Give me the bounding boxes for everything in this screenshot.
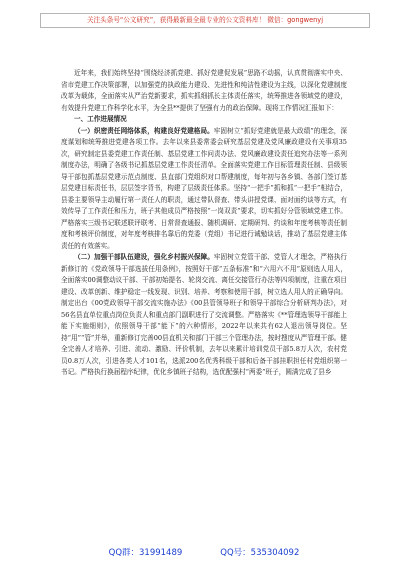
qq-group-text: QQ群：31991489 <box>108 548 183 558</box>
subsection-paragraph-1 <box>61 126 347 253</box>
subsection-body-1: 牢固树立“抓好党建就是最大政绩”的理念，深度谋划和统筹推进党建各项工作。去年以来县委常委会研究基层党建及党风廉政建设有关事项35次，研究制定县委党建工作责任制、基层党建工作问责办法、党风廉政建设责任追究办法等一系列制度办法，明确了各级书记抓基层党建工作责任清单。全面落实党建工作目标管理责任制、县级领导干部包抓基层党建示范点制度、县直部门党组织对口帮建制度，每年初与各乡镇、各部门签订基层党建目标责任书，层层签字背书，构建了层级责任体系。坚持“一把手”抓和抓“一把手”相结合，县委主要领导主动履行第一责任人的职责，通过带队督查、带头讲授党课、面对面约谈等方式，有效传导了工作责任和压力，班子其他成员严格按照“一岗双责”要求，切实抓好分管领域党建工作。严格落实三级书记联述联评联考、日常督查通报、随机调研、定期研判、约谈和年度考核等责任制度和考核评价制度，对年度考核排名靠后的党委（党组）书记进行诫勉谈话，推动了基层党建主体责任的有效落实。 <box>61 126 347 250</box>
subsection-title-2: （二）加强干部队伍建设，强化乡村振兴保障。 <box>74 253 214 261</box>
qq-number-text: QQ号：535304092 <box>220 548 300 558</box>
section-heading: 一、工作进展情况 <box>74 115 127 123</box>
subsection-body-2: 牢固树立党管干部、党管人才理念，严格执行新修订的《党政领导干部选拔任用条例》，按照好干部“五条标准”和“六用六不用”原则选人用人，全面落实00调整动议干部、干部初始提名、轮岗交流、离任交接管行办法等四项制度，注重在项目建设、改革创新、维护稳定一线发现、识别、培养、考察和使用干部，树立选人用人的正确导向。制定出台《00党政领导干部交流实施办法》《00县管领导班子和领导干部综合分析研判办法》，对56名县直单位重点岗位负责人和重点部门副职进行了交流调整。严格落实《**管理选领导干部能上能下实施细则》，依照领导干部“能下”的六种情形，2022年以来共有62人退出领导岗位。坚持“用”“管”并举，重新修订完善00县直机关和部门干部三个管理办法，按时搜度从严管理干部。健全完善人才培养、引进、流动、激励、评价机制，去年以来累计培训党员干部5.8万人次，农村党员0.8万人次，引进各类人才101名，选派200名优秀科级干部和后备干部挂职担任村党组织第一书记。严格执行换届程序纪律，优化乡镇班子结构，选优配强村“两委”班子，圆满完成了县乡 <box>61 253 348 376</box>
document-body <box>61 68 347 379</box>
promo-banner-text: 关注头条号“公文研究”，获得最新最全最专业的公文资料库！ 微信：gongwenyj <box>86 16 324 24</box>
promo-banner <box>40 13 370 28</box>
intro-paragraph: 近年来，我们始终坚持“围绕经济抓党建、抓好党建促发展”思路不动摇，认真贯彻落实中央、省市党建工作决策部署，以加强党的执政能力建设、先进性和纯洁性建设为主线，以深化党建制度改革为载体，全面落实从严治党新要求，抓实抓细抓长主体责任落实，统筹推进各领域党的建设，有效提升党建工作科学化水平，为全县**提供了坚强有力的政治保障。现将工作情况汇报如下： <box>61 69 347 112</box>
subsection-title-1: （一）织密责任网络体系，构建良好党建格局。 <box>74 126 214 135</box>
contact-footer <box>0 546 408 558</box>
subsection-paragraph-2 <box>61 252 347 379</box>
